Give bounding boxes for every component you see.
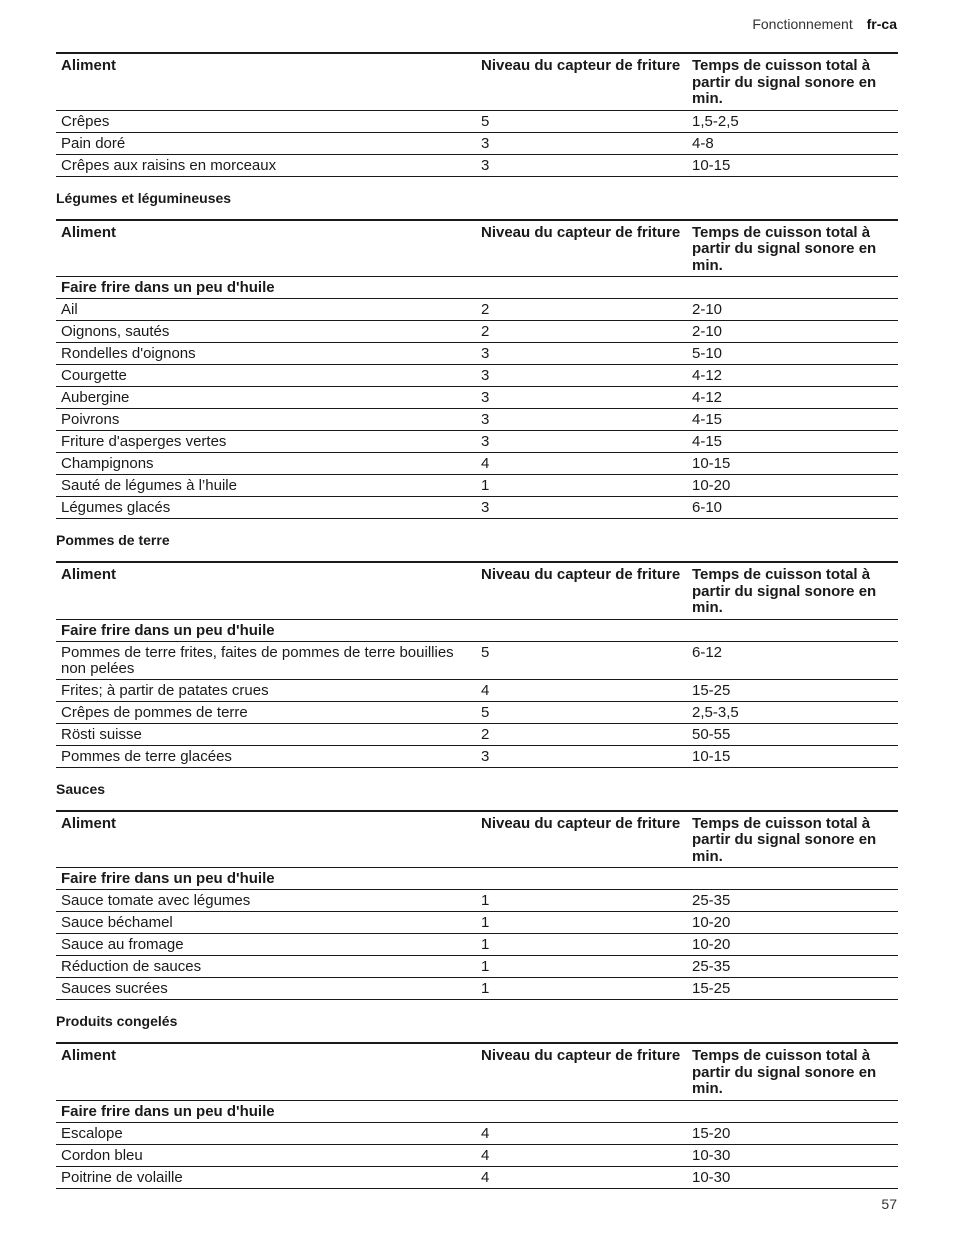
- table-row: [56, 321, 898, 343]
- section-title-frozen: Produits congelés: [56, 1013, 178, 1029]
- page-header: [752, 16, 897, 32]
- cell-time: 2-10: [692, 323, 723, 340]
- cell-level: 3: [481, 499, 490, 516]
- table-subheader: [56, 620, 898, 642]
- cell-food: Réduction de sauces: [61, 958, 202, 975]
- cell-food: Pommes de terre frites, faites de pommes de terre bouillies non pelées: [61, 643, 454, 677]
- cell-time: 10-20: [692, 477, 731, 494]
- header-section: Fonctionnement: [752, 16, 853, 32]
- col-food-header: Aliment: [61, 566, 117, 583]
- table-header-row: [56, 221, 898, 278]
- cell-level: 4: [481, 681, 490, 699]
- cell-level: 3: [481, 411, 490, 428]
- section-title-vegetables: Légumes et légumineuses: [56, 189, 232, 206]
- cell-food: Crêpes: [61, 112, 110, 130]
- table-frozen: [56, 1042, 898, 1189]
- cell-level: 5: [481, 703, 490, 721]
- cell-time: 6-12: [692, 643, 723, 661]
- cell-food: Escalope: [61, 1124, 123, 1142]
- cell-level: 1: [481, 892, 490, 909]
- cell-level: 3: [481, 345, 490, 362]
- table-row: [56, 453, 898, 475]
- cell-time: 4-12: [692, 367, 723, 384]
- cell-food: Sauce béchamel: [61, 914, 173, 931]
- cell-food: Frites; à partir de patates crues: [61, 681, 269, 699]
- table-potatoes: [56, 561, 898, 768]
- cell-food: Sauté de légumes à l’huile: [61, 477, 237, 494]
- cell-food: Crêpes de pommes de terre: [61, 703, 248, 721]
- col-time-header: Temps de cuisson total à partir du signal sonore en min.: [692, 57, 877, 107]
- cell-level: 4: [481, 1124, 490, 1142]
- table-row: [56, 680, 898, 702]
- col-level-header: Niveau du capteur de friture: [481, 1047, 681, 1064]
- table-row: [56, 642, 898, 680]
- table-subheader: [56, 868, 898, 890]
- col-food-header: Aliment: [61, 223, 117, 241]
- section-title-potatoes: Pommes de terre: [56, 532, 170, 548]
- table-row: [56, 497, 898, 519]
- table-row: [56, 475, 898, 497]
- section-title-sauces: Sauces: [56, 780, 106, 797]
- cell-time: 2,5-3,5: [692, 703, 739, 721]
- cell-time: 10-20: [692, 936, 731, 953]
- col-level-header: Niveau du capteur de friture: [481, 57, 681, 74]
- cell-level: 3: [481, 747, 490, 765]
- header-lang: fr-ca: [866, 16, 897, 32]
- cell-time: 10-20: [692, 914, 731, 931]
- cell-food: Pain doré: [61, 134, 126, 152]
- table-header-row: [56, 563, 898, 620]
- cell-time: 15-25: [692, 681, 731, 699]
- cell-level: 1: [481, 477, 490, 494]
- table-row: [56, 702, 898, 724]
- page-content: [56, 52, 898, 1189]
- col-time-header: Temps de cuisson total à partir du signal sonore en min.: [692, 566, 877, 616]
- cell-level: 1: [481, 936, 490, 953]
- cell-food: Oignons, sautés: [61, 323, 170, 340]
- cell-food: Friture d'asperges vertes: [61, 433, 227, 450]
- subheader-label: Faire frire dans un peu d'huile: [61, 870, 275, 887]
- table-row: [56, 111, 898, 133]
- cell-time: 10-15: [692, 156, 731, 174]
- table-row: [56, 431, 898, 453]
- cell-time: 15-25: [692, 980, 731, 997]
- cell-time: 6-10: [692, 499, 723, 516]
- cell-time: 4-15: [692, 411, 723, 428]
- cell-level: 4: [481, 455, 490, 472]
- cell-time: 10-15: [692, 455, 731, 472]
- col-level-header: Niveau du capteur de friture: [481, 566, 681, 583]
- cell-food: Cordon bleu: [61, 1146, 143, 1164]
- cell-level: 3: [481, 433, 490, 450]
- table-row: [56, 912, 898, 934]
- cell-level: 4: [481, 1146, 490, 1164]
- table-row: [56, 724, 898, 746]
- cell-food: Pommes de terre glacées: [61, 747, 232, 765]
- cell-level: 1: [481, 958, 490, 975]
- cell-food: Ail: [61, 301, 78, 318]
- col-food-header: Aliment: [61, 57, 117, 74]
- cell-level: 3: [481, 134, 490, 152]
- cell-time: 10-30: [692, 1168, 731, 1186]
- cell-time: 25-35: [692, 892, 731, 909]
- cell-food: Crêpes aux raisins en morceaux: [61, 156, 277, 174]
- cell-level: 5: [481, 643, 490, 661]
- table-row: [56, 299, 898, 321]
- cell-food: Rösti suisse: [61, 725, 142, 743]
- cell-level: 4: [481, 1168, 490, 1186]
- cell-food: Courgette: [61, 367, 127, 384]
- col-time-header: Temps de cuisson total à partir du signal sonore en min.: [692, 223, 877, 274]
- cell-level: 1: [481, 980, 490, 997]
- table-vegetables: [56, 219, 898, 520]
- cell-time: 4-8: [692, 134, 714, 152]
- col-level-header: Niveau du capteur de friture: [481, 223, 681, 241]
- cell-level: 2: [481, 301, 490, 318]
- table-sauces: [56, 810, 898, 1001]
- table-header-row: [56, 1044, 898, 1101]
- table-row: [56, 409, 898, 431]
- table-row: [56, 956, 898, 978]
- table-row: [56, 155, 898, 177]
- subheader-label: Faire frire dans un peu d'huile: [61, 621, 275, 639]
- table-row: [56, 978, 898, 1000]
- col-food-header: Aliment: [61, 1047, 117, 1064]
- cell-food: Poitrine de volaille: [61, 1168, 183, 1186]
- cell-food: Champignons: [61, 455, 154, 472]
- cell-level: 1: [481, 914, 490, 931]
- cell-food: Rondelles d'oignons: [61, 345, 196, 362]
- cell-food: Légumes glacés: [61, 499, 171, 516]
- cell-food: Aubergine: [61, 389, 130, 406]
- table-row: [56, 343, 898, 365]
- table-row: [56, 387, 898, 409]
- cell-level: 3: [481, 156, 490, 174]
- cell-level: 3: [481, 389, 490, 406]
- col-time-header: Temps de cuisson total à partir du signal sonore en min.: [692, 1047, 877, 1097]
- col-time-header: Temps de cuisson total à partir du signal sonore en min.: [692, 814, 877, 865]
- cell-time: 15-20: [692, 1124, 731, 1142]
- cell-time: 4-12: [692, 389, 723, 406]
- cell-food: Poivrons: [61, 411, 120, 428]
- col-food-header: Aliment: [61, 814, 117, 832]
- table-row: [56, 365, 898, 387]
- col-level-header: Niveau du capteur de friture: [481, 814, 681, 832]
- table-row: [56, 934, 898, 956]
- cell-food: Sauce tomate avec légumes: [61, 892, 251, 909]
- cell-time: 4-15: [692, 433, 723, 450]
- page-number: 57: [881, 1196, 897, 1212]
- table-row: [56, 890, 898, 912]
- cell-food: Sauces sucrées: [61, 980, 168, 997]
- table-continued: [56, 52, 898, 177]
- subheader-label: Faire frire dans un peu d'huile: [61, 1102, 275, 1120]
- table-row: [56, 1123, 898, 1145]
- table-row: [56, 746, 898, 768]
- cell-time: 2-10: [692, 301, 723, 318]
- cell-time: 10-30: [692, 1146, 731, 1164]
- cell-food: Sauce au fromage: [61, 936, 184, 953]
- table-row: [56, 1145, 898, 1167]
- cell-time: 50-55: [692, 725, 731, 743]
- table-header-row: [56, 812, 898, 869]
- cell-time: 25-35: [692, 958, 731, 975]
- cell-time: 1,5-2,5: [692, 112, 739, 130]
- table-subheader: [56, 277, 898, 299]
- cell-level: 2: [481, 725, 490, 743]
- table-subheader: [56, 1101, 898, 1123]
- subheader-label: Faire frire dans un peu d'huile: [61, 279, 275, 296]
- cell-level: 5: [481, 112, 490, 130]
- table-header-row: [56, 54, 898, 111]
- cell-time: 5-10: [692, 345, 723, 362]
- cell-time: 10-15: [692, 747, 731, 765]
- table-row: [56, 133, 898, 155]
- table-row: [56, 1167, 898, 1189]
- cell-level: 3: [481, 367, 490, 384]
- cell-level: 2: [481, 323, 490, 340]
